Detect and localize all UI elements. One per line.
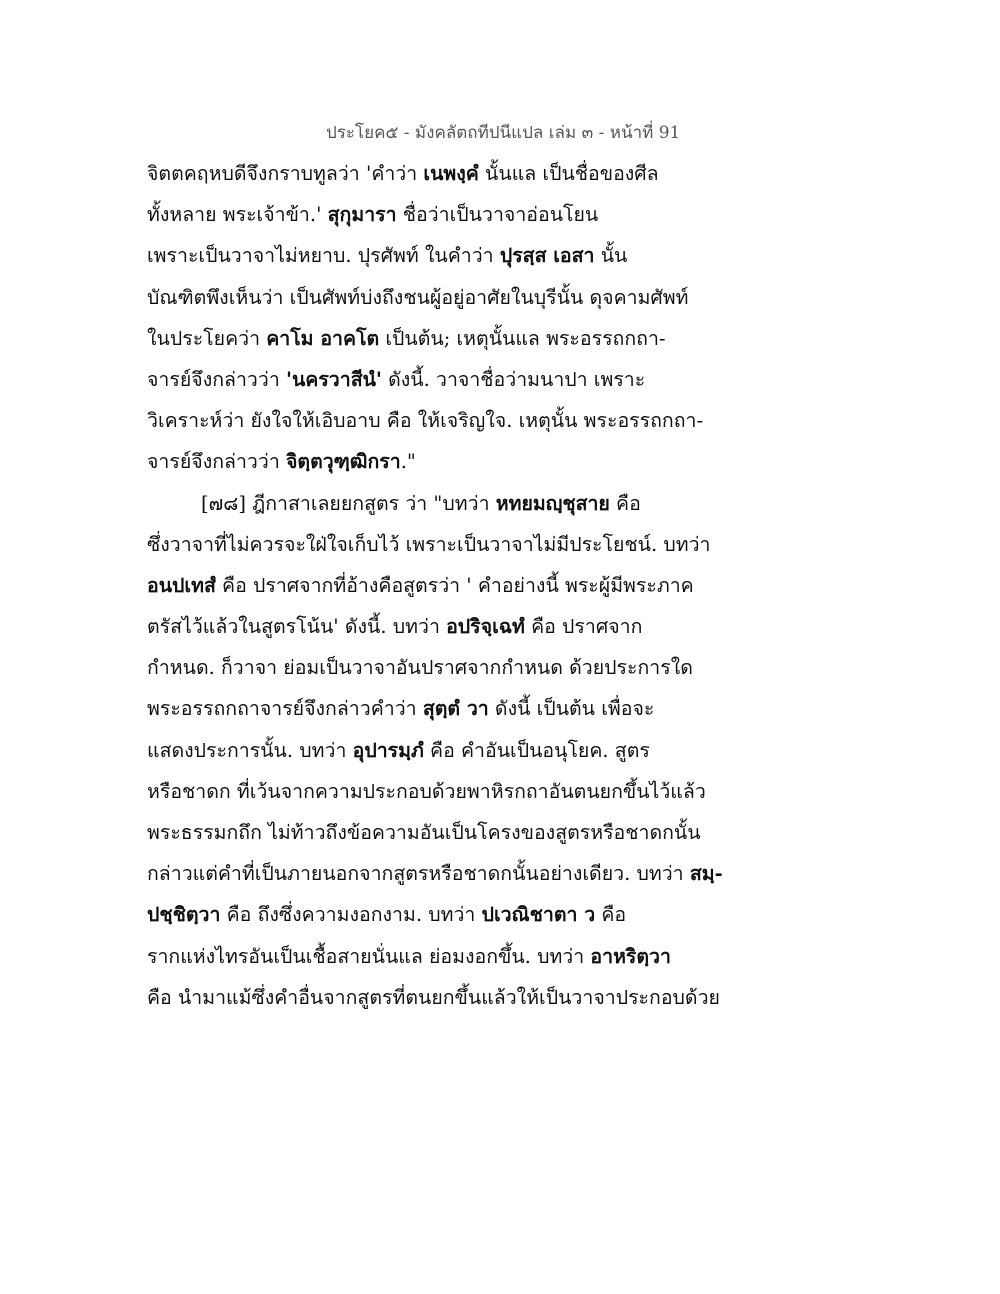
text-segment: จารย์จึงกล่าวว่า [147,450,286,474]
text-segment: ทั้งหลาย พระเจ้าข้า.' [147,203,328,227]
text-line [147,318,707,359]
text-segment: คือ [595,903,627,927]
text-segment: คือ [609,491,641,515]
text-segment: [๗๘] ฎีกาสาเลยยกสูตร ว่า "บทว่า [201,491,496,515]
text-segment: นั้นแล เป็นชื่อของศีล [478,162,659,185]
pali-term: อปริจฺเฉทํ [446,615,525,639]
text-segment: เป็นต้น; เหตุนั้นแล พระอรรถกถา- [379,326,666,350]
text-line [147,688,707,729]
text-segment: ในประโยคว่า [147,326,267,350]
body-text [147,153,723,1018]
text-segment: กำหนด. ก็วาจา ย่อมเป็นวาจาอันปราศจากกำหนด ด้วยประการใด [147,656,693,680]
text-segment: คือ ถึงซึ่งความงอกงาม. บทว่า [220,903,482,927]
text-segment: ชื่อว่าเป็นวาจาอ่อนโยน [396,203,599,227]
text-segment: จิตตคฤหบดีจึงกราบทูลว่า 'คำว่า [147,162,424,185]
pali-term: อาหริตฺวา [590,944,671,968]
text-line [147,853,723,894]
text-line [147,359,707,400]
pali-term: ปุรสฺส เอสา [499,244,595,268]
text-segment: พระธรรมกถึก ไม่ท้าวถึงข้อความอันเป็นโครงของสูตรหรือชาดกนั้น [147,821,701,844]
text-line [147,153,707,194]
text-segment: ดังนี้. วาจาชื่อว่ามนาปา เพราะ [381,367,646,391]
text-segment: ." [400,450,416,474]
text-segment: คือ คำอันเป็นอนุโยค. สูตร [423,738,650,762]
text-line [147,194,707,235]
text-segment: ดังนี้ เป็นต้น เพื่อจะ [488,697,655,721]
text-segment: คือ นำมาแม้ซึ่งคำอื่นจากสูตรที่ตนยกขึ้นแล้วให้เป็นวาจาประกอบด้วย [147,985,720,1009]
pali-term: อุปารมฺภํ [352,738,424,762]
pali-term: อนปเทสํ [147,573,216,597]
text-segment: หรือชาดก ที่เว้นจากความประกอบด้วยพาหิรกถาอันตนยกขึ้นไว้แล้ว [147,779,706,803]
text-segment: รากแห่งไทรอันเป็นเชื้อสายนั่นแล ย่อมงอกขึ้น. บทว่า [147,944,591,968]
text-line [147,936,707,977]
text-segment: คือ ปราศจาก [524,615,643,639]
text-segment: นั้น [594,244,628,268]
text-line [147,524,711,565]
text-line [147,977,720,1018]
text-line [147,441,707,482]
pali-term: 'นครวาสีนํ' [285,367,382,391]
pali-term: หทยมญฺชุสาย [495,491,610,515]
text-line [147,235,707,276]
text-line [147,400,707,441]
pali-term: สมฺ- [689,862,723,886]
text-segment: บัณฑิตพึงเห็นว่า เป็นศัพท์บ่งถึงชนผู้อยู่อาศัยในบุรีนั้น ดุจคามศัพท์ [147,285,689,309]
text-line [147,565,707,606]
text-segment: ซึ่งวาจาที่ไม่ควรจะใฝ่ใจเก็บไว้ เพราะเป็นวาจาไม่มีประโยชน์. บทว่า [147,532,711,556]
pali-term: จิตฺตวุฑฺฒิกรา [285,450,401,474]
running-header: ประโยค๕ - มังคลัตถทีปนีแปล เล่ม ๓ - หน้าที่ 91 [326,123,681,143]
pali-term: ปเวณิชาตา ว [481,903,596,927]
text-segment: ตรัสไว้แล้วในสูตรโน้น' ดังนี้. บทว่า [147,615,447,639]
text-segment: เพราะเป็นวาจาไม่หยาบ. ปุรศัพท์ ในคำว่า [147,244,500,268]
text-segment: พระอรรถกถาจารย์จึงกล่าวคำว่า [147,697,423,721]
text-segment: จารย์จึงกล่าวว่า [147,367,286,391]
text-line [147,483,707,524]
text-segment: คือ ปราศจากที่อ้างคือสูตรว่า ' คำอย่างนี้ พระผู้มีพระภาค [215,573,694,597]
text-line [147,647,707,688]
pali-term: ปชฺชิตฺวา [147,903,221,927]
pali-term: เนพงฺคํ [423,162,479,185]
text-line [147,606,707,647]
pali-term: สุตฺตํ วา [422,697,489,721]
text-segment: วิเคราะห์ว่า ยังใจให้เอิบอาบ คือ ให้เจริญใจ. เหตุนั้น พระอรรถกถา- [147,409,704,433]
text-segment: กล่าวแต่คำที่เป็นภายนอกจากสูตรหรือชาดกนั้นอย่างเดียว. บทว่า [147,862,690,886]
pali-term: สุกุมารา [327,203,397,227]
text-line [147,812,707,853]
text-line [147,771,707,812]
text-line [147,894,707,935]
pali-term: คาโม อาคโต [266,326,380,350]
text-line [147,730,707,771]
text-segment: แสดงประการนั้น. บทว่า [147,738,353,762]
text-line [147,277,707,318]
